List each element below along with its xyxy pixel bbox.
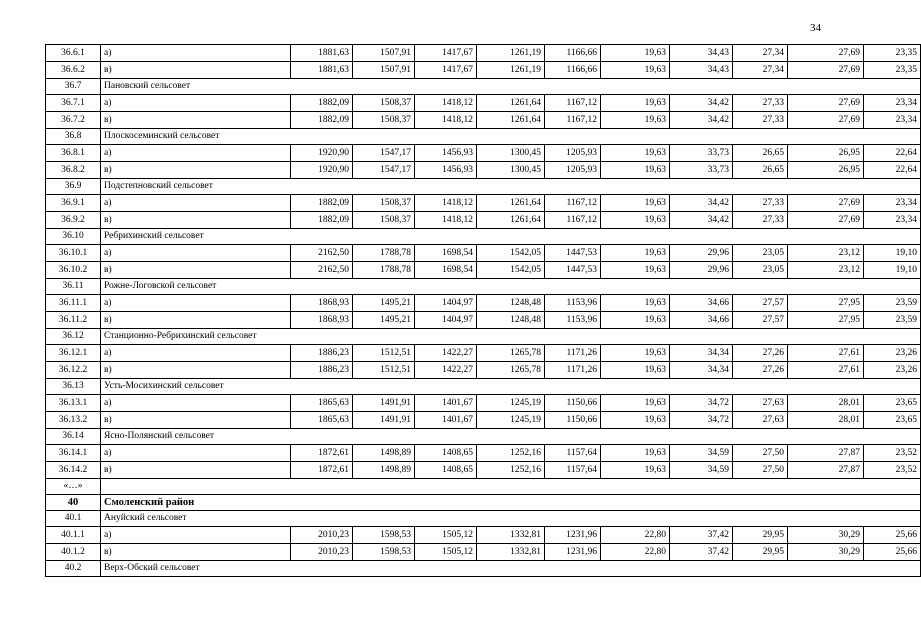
value-cell: 27,57	[733, 312, 788, 329]
value-cell: 27,33	[733, 95, 788, 112]
value-cell: 27,69	[788, 195, 864, 212]
value-cell: 37,42	[670, 527, 733, 544]
section-header-row	[46, 229, 921, 245]
row-code: 36.14.2	[46, 462, 101, 479]
row-label: а)	[101, 145, 291, 162]
value-cell: 27,69	[788, 112, 864, 129]
value-cell: 27,69	[788, 212, 864, 229]
value-cell: 1261,19	[477, 45, 545, 62]
section-title: Ясно-Полянский сельсовет	[101, 429, 921, 445]
value-cell: 1508,37	[353, 95, 415, 112]
value-cell: 1332,81	[477, 544, 545, 561]
table-row	[46, 245, 921, 262]
value-cell: 30,29	[788, 527, 864, 544]
value-cell: 1542,05	[477, 245, 545, 262]
value-cell: 23,05	[733, 245, 788, 262]
section-header-row	[46, 129, 921, 145]
value-cell: 1245,19	[477, 412, 545, 429]
row-code: 36.12.2	[46, 362, 101, 379]
row-label: а)	[101, 395, 291, 412]
value-cell: 1920,90	[291, 162, 353, 179]
value-cell: 1332,81	[477, 527, 545, 544]
row-label: в)	[101, 62, 291, 79]
row-label: в)	[101, 412, 291, 429]
value-cell: 1167,12	[545, 112, 601, 129]
value-cell: 34,66	[670, 295, 733, 312]
table-row	[46, 45, 921, 62]
value-cell: 19,63	[601, 212, 670, 229]
value-cell: 1882,09	[291, 212, 353, 229]
value-cell: 19,63	[601, 162, 670, 179]
table-row	[46, 212, 921, 229]
value-cell: 27,63	[733, 395, 788, 412]
value-cell: 27,50	[733, 462, 788, 479]
value-cell: 26,95	[788, 145, 864, 162]
section-title: Верх-Обский сельсовет	[101, 561, 921, 577]
value-cell: 27,69	[788, 62, 864, 79]
value-cell: 1261,64	[477, 195, 545, 212]
value-cell: 28,01	[788, 395, 864, 412]
value-cell: 22,80	[601, 527, 670, 544]
row-code: 40.1.2	[46, 544, 101, 561]
value-cell: 34,72	[670, 395, 733, 412]
section-title: Ребрихинский сельсовет	[101, 229, 921, 245]
table-row	[46, 195, 921, 212]
row-code: 36.8.1	[46, 145, 101, 162]
value-cell: 1542,05	[477, 262, 545, 279]
tariff-table	[45, 44, 921, 577]
row-code: 36.14.1	[46, 445, 101, 462]
table-row	[46, 262, 921, 279]
section-header-row	[46, 279, 921, 295]
value-cell: 1920,90	[291, 145, 353, 162]
row-label: а)	[101, 527, 291, 544]
value-cell: 1401,67	[415, 412, 477, 429]
value-cell: 34,43	[670, 62, 733, 79]
value-cell: 1698,54	[415, 245, 477, 262]
value-cell: 27,33	[733, 112, 788, 129]
section-header-row	[46, 379, 921, 395]
value-cell: 1153,96	[545, 295, 601, 312]
value-cell: 27,34	[733, 62, 788, 79]
value-cell: 1507,91	[353, 62, 415, 79]
omission-row	[46, 479, 921, 495]
value-cell: 1491,91	[353, 395, 415, 412]
value-cell: 29,96	[670, 245, 733, 262]
value-cell: 1261,64	[477, 212, 545, 229]
value-cell: 27,95	[788, 295, 864, 312]
value-cell: 34,42	[670, 112, 733, 129]
table-row	[46, 544, 921, 561]
value-cell: 1422,27	[415, 345, 477, 362]
section-code: 40.1	[46, 511, 101, 527]
section-code: 36.7	[46, 79, 101, 95]
value-cell: 34,72	[670, 412, 733, 429]
section-header-row	[46, 179, 921, 195]
value-cell: 34,66	[670, 312, 733, 329]
value-cell: 2162,50	[291, 245, 353, 262]
value-cell: 1261,64	[477, 112, 545, 129]
section-code: 36.10	[46, 229, 101, 245]
value-cell: 27,26	[733, 345, 788, 362]
value-cell: 19,63	[601, 45, 670, 62]
value-cell: 23,26	[864, 345, 921, 362]
section-title: Пановский сельсовет	[101, 79, 921, 95]
section-header-row	[46, 561, 921, 577]
value-cell: 1171,26	[545, 345, 601, 362]
value-cell: 34,59	[670, 445, 733, 462]
value-cell: 19,63	[601, 312, 670, 329]
value-cell: 27,33	[733, 195, 788, 212]
value-cell: 27,69	[788, 45, 864, 62]
section-header-row	[46, 79, 921, 95]
value-cell: 1456,93	[415, 145, 477, 162]
value-cell: 23,12	[788, 262, 864, 279]
row-label: а)	[101, 195, 291, 212]
value-cell: 2162,50	[291, 262, 353, 279]
value-cell: 26,95	[788, 162, 864, 179]
page-number: 34	[810, 22, 821, 34]
omission-mark: «…»	[46, 479, 101, 495]
value-cell: 22,64	[864, 145, 921, 162]
value-cell: 26,65	[733, 162, 788, 179]
section-title: Ануйский сельсовет	[101, 511, 921, 527]
value-cell: 19,63	[601, 112, 670, 129]
value-cell: 27,61	[788, 345, 864, 362]
value-cell: 23,35	[864, 62, 921, 79]
value-cell: 22,64	[864, 162, 921, 179]
value-cell: 29,96	[670, 262, 733, 279]
value-cell: 1512,51	[353, 362, 415, 379]
value-cell: 26,65	[733, 145, 788, 162]
table-row	[46, 362, 921, 379]
value-cell: 23,34	[864, 95, 921, 112]
value-cell: 1868,93	[291, 312, 353, 329]
value-cell: 2010,23	[291, 527, 353, 544]
value-cell: 1418,12	[415, 112, 477, 129]
row-code: 36.12.1	[46, 345, 101, 362]
value-cell: 1408,65	[415, 462, 477, 479]
row-code: 36.11.2	[46, 312, 101, 329]
value-cell: 1508,37	[353, 112, 415, 129]
value-cell: 1265,78	[477, 362, 545, 379]
section-header-row	[46, 429, 921, 445]
value-cell: 23,34	[864, 112, 921, 129]
table-row	[46, 145, 921, 162]
value-cell: 23,59	[864, 295, 921, 312]
value-cell: 23,52	[864, 462, 921, 479]
value-cell: 27,87	[788, 445, 864, 462]
section-code: 36.12	[46, 329, 101, 345]
value-cell: 1505,12	[415, 527, 477, 544]
value-cell: 1252,16	[477, 462, 545, 479]
value-cell: 23,05	[733, 262, 788, 279]
table-row	[46, 162, 921, 179]
value-cell: 1505,12	[415, 544, 477, 561]
row-code: 36.8.2	[46, 162, 101, 179]
value-cell: 1245,19	[477, 395, 545, 412]
table-row	[46, 395, 921, 412]
value-cell: 1404,97	[415, 312, 477, 329]
section-title: Плоскосеминский сельсовет	[101, 129, 921, 145]
row-code: 36.9.1	[46, 195, 101, 212]
value-cell: 19,63	[601, 412, 670, 429]
value-cell: 27,57	[733, 295, 788, 312]
row-code: 36.10.1	[46, 245, 101, 262]
value-cell: 33,73	[670, 145, 733, 162]
value-cell: 1886,23	[291, 345, 353, 362]
section-title: Смоленский район	[101, 495, 921, 511]
value-cell: 1300,45	[477, 162, 545, 179]
value-cell: 27,63	[733, 412, 788, 429]
value-cell: 1512,51	[353, 345, 415, 362]
value-cell: 1788,78	[353, 245, 415, 262]
value-cell: 19,63	[601, 445, 670, 462]
value-cell: 1166,66	[545, 45, 601, 62]
value-cell: 1422,27	[415, 362, 477, 379]
value-cell: 23,34	[864, 212, 921, 229]
value-cell: 1231,96	[545, 544, 601, 561]
value-cell: 29,95	[733, 544, 788, 561]
value-cell: 27,34	[733, 45, 788, 62]
value-cell: 27,50	[733, 445, 788, 462]
table-row	[46, 62, 921, 79]
value-cell: 1157,64	[545, 462, 601, 479]
section-code: 36.9	[46, 179, 101, 195]
value-cell: 1495,21	[353, 312, 415, 329]
row-code: 36.9.2	[46, 212, 101, 229]
row-label: а)	[101, 95, 291, 112]
row-label: а)	[101, 245, 291, 262]
value-cell: 1508,37	[353, 195, 415, 212]
value-cell: 22,80	[601, 544, 670, 561]
value-cell: 1872,61	[291, 462, 353, 479]
value-cell: 1865,63	[291, 395, 353, 412]
value-cell: 34,59	[670, 462, 733, 479]
value-cell: 1404,97	[415, 295, 477, 312]
value-cell: 1261,19	[477, 62, 545, 79]
value-cell: 34,42	[670, 95, 733, 112]
value-cell: 27,87	[788, 462, 864, 479]
value-cell: 1872,61	[291, 445, 353, 462]
value-cell: 1167,12	[545, 212, 601, 229]
row-label: а)	[101, 445, 291, 462]
value-cell: 34,42	[670, 212, 733, 229]
value-cell: 19,63	[601, 362, 670, 379]
row-label: а)	[101, 45, 291, 62]
section-code: 40	[46, 495, 101, 511]
value-cell: 23,65	[864, 412, 921, 429]
table-row	[46, 95, 921, 112]
value-cell: 25,66	[864, 527, 921, 544]
value-cell: 1456,93	[415, 162, 477, 179]
value-cell: 19,63	[601, 245, 670, 262]
section-code: 36.11	[46, 279, 101, 295]
section-title: Рожне-Логовской сельсовет	[101, 279, 921, 295]
table-row	[46, 527, 921, 544]
value-cell: 1167,12	[545, 195, 601, 212]
value-cell: 2010,23	[291, 544, 353, 561]
value-cell: 1248,48	[477, 312, 545, 329]
value-cell: 1167,12	[545, 95, 601, 112]
value-cell: 23,52	[864, 445, 921, 462]
value-cell: 34,43	[670, 45, 733, 62]
value-cell: 1498,89	[353, 445, 415, 462]
value-cell: 27,33	[733, 212, 788, 229]
value-cell: 19,10	[864, 245, 921, 262]
row-label: а)	[101, 345, 291, 362]
value-cell: 19,63	[601, 195, 670, 212]
value-cell: 1788,78	[353, 262, 415, 279]
value-cell: 28,01	[788, 412, 864, 429]
section-code: 36.14	[46, 429, 101, 445]
value-cell: 1508,37	[353, 212, 415, 229]
value-cell: 23,26	[864, 362, 921, 379]
value-cell: 1881,63	[291, 45, 353, 62]
value-cell: 1498,89	[353, 462, 415, 479]
row-code: 36.13.1	[46, 395, 101, 412]
value-cell: 19,10	[864, 262, 921, 279]
value-cell: 1231,96	[545, 527, 601, 544]
value-cell: 1153,96	[545, 312, 601, 329]
row-label: в)	[101, 362, 291, 379]
value-cell: 19,63	[601, 95, 670, 112]
table-row	[46, 312, 921, 329]
section-code: 40.2	[46, 561, 101, 577]
table-row	[46, 112, 921, 129]
table-row	[46, 462, 921, 479]
section-header-row	[46, 511, 921, 527]
value-cell: 1547,17	[353, 145, 415, 162]
row-code: 36.7.2	[46, 112, 101, 129]
value-cell: 19,63	[601, 62, 670, 79]
value-cell: 1882,09	[291, 195, 353, 212]
value-cell: 1547,17	[353, 162, 415, 179]
section-title: Станционно-Ребрихинский сельсовет	[101, 329, 921, 345]
value-cell: 1868,93	[291, 295, 353, 312]
table-row	[46, 445, 921, 462]
section-code: 36.8	[46, 129, 101, 145]
row-label: в)	[101, 262, 291, 279]
row-code: 36.7.1	[46, 95, 101, 112]
value-cell: 1150,66	[545, 395, 601, 412]
value-cell: 29,95	[733, 527, 788, 544]
value-cell: 1507,91	[353, 45, 415, 62]
row-label: в)	[101, 112, 291, 129]
value-cell: 1598,53	[353, 527, 415, 544]
section-code: 36.13	[46, 379, 101, 395]
value-cell: 23,59	[864, 312, 921, 329]
value-cell: 27,69	[788, 95, 864, 112]
value-cell: 23,35	[864, 45, 921, 62]
value-cell: 1882,09	[291, 112, 353, 129]
row-code: 36.6.1	[46, 45, 101, 62]
value-cell: 1598,53	[353, 544, 415, 561]
row-code: 36.11.1	[46, 295, 101, 312]
row-code: 36.6.2	[46, 62, 101, 79]
value-cell: 1150,66	[545, 412, 601, 429]
row-code: 36.10.2	[46, 262, 101, 279]
value-cell: 1418,12	[415, 212, 477, 229]
row-label: в)	[101, 162, 291, 179]
value-cell: 1886,23	[291, 362, 353, 379]
row-label: в)	[101, 212, 291, 229]
value-cell: 23,12	[788, 245, 864, 262]
section-title: Подстепновский сельсовет	[101, 179, 921, 195]
value-cell: 27,95	[788, 312, 864, 329]
value-cell: 1265,78	[477, 345, 545, 362]
value-cell: 27,26	[733, 362, 788, 379]
value-cell: 1698,54	[415, 262, 477, 279]
value-cell: 27,61	[788, 362, 864, 379]
value-cell: 1881,63	[291, 62, 353, 79]
value-cell: 1408,65	[415, 445, 477, 462]
row-code: 36.13.2	[46, 412, 101, 429]
value-cell: 19,63	[601, 295, 670, 312]
value-cell: 30,29	[788, 544, 864, 561]
value-cell: 1401,67	[415, 395, 477, 412]
table-row	[46, 412, 921, 429]
section-title: Усть-Мосихинский сельсовет	[101, 379, 921, 395]
value-cell: 1205,93	[545, 162, 601, 179]
value-cell: 1205,93	[545, 145, 601, 162]
value-cell: 34,34	[670, 362, 733, 379]
value-cell: 19,63	[601, 345, 670, 362]
row-label: в)	[101, 462, 291, 479]
table-row	[46, 345, 921, 362]
row-label: а)	[101, 295, 291, 312]
row-code: 40.1.1	[46, 527, 101, 544]
value-cell: 1261,64	[477, 95, 545, 112]
value-cell: 19,63	[601, 262, 670, 279]
value-cell: 1495,21	[353, 295, 415, 312]
value-cell: 1252,16	[477, 445, 545, 462]
value-cell: 1418,12	[415, 95, 477, 112]
value-cell: 1417,67	[415, 62, 477, 79]
value-cell: 1417,67	[415, 45, 477, 62]
value-cell: 1447,53	[545, 262, 601, 279]
value-cell: 1248,48	[477, 295, 545, 312]
district-header-row	[46, 495, 921, 511]
value-cell: 23,65	[864, 395, 921, 412]
value-cell: 1418,12	[415, 195, 477, 212]
value-cell: 1171,26	[545, 362, 601, 379]
value-cell: 1166,66	[545, 62, 601, 79]
value-cell: 1447,53	[545, 245, 601, 262]
value-cell: 34,42	[670, 195, 733, 212]
section-header-row	[46, 329, 921, 345]
value-cell: 34,34	[670, 345, 733, 362]
row-label: в)	[101, 544, 291, 561]
value-cell: 37,42	[670, 544, 733, 561]
row-label: в)	[101, 312, 291, 329]
table-row	[46, 295, 921, 312]
value-cell: 19,63	[601, 395, 670, 412]
value-cell: 1491,91	[353, 412, 415, 429]
value-cell: 1865,63	[291, 412, 353, 429]
value-cell: 1882,09	[291, 95, 353, 112]
value-cell: 19,63	[601, 462, 670, 479]
value-cell: 25,66	[864, 544, 921, 561]
value-cell: 1157,64	[545, 445, 601, 462]
value-cell: 23,34	[864, 195, 921, 212]
value-cell: 1300,45	[477, 145, 545, 162]
value-cell: 33,73	[670, 162, 733, 179]
omission-blank	[101, 479, 921, 495]
value-cell: 19,63	[601, 145, 670, 162]
